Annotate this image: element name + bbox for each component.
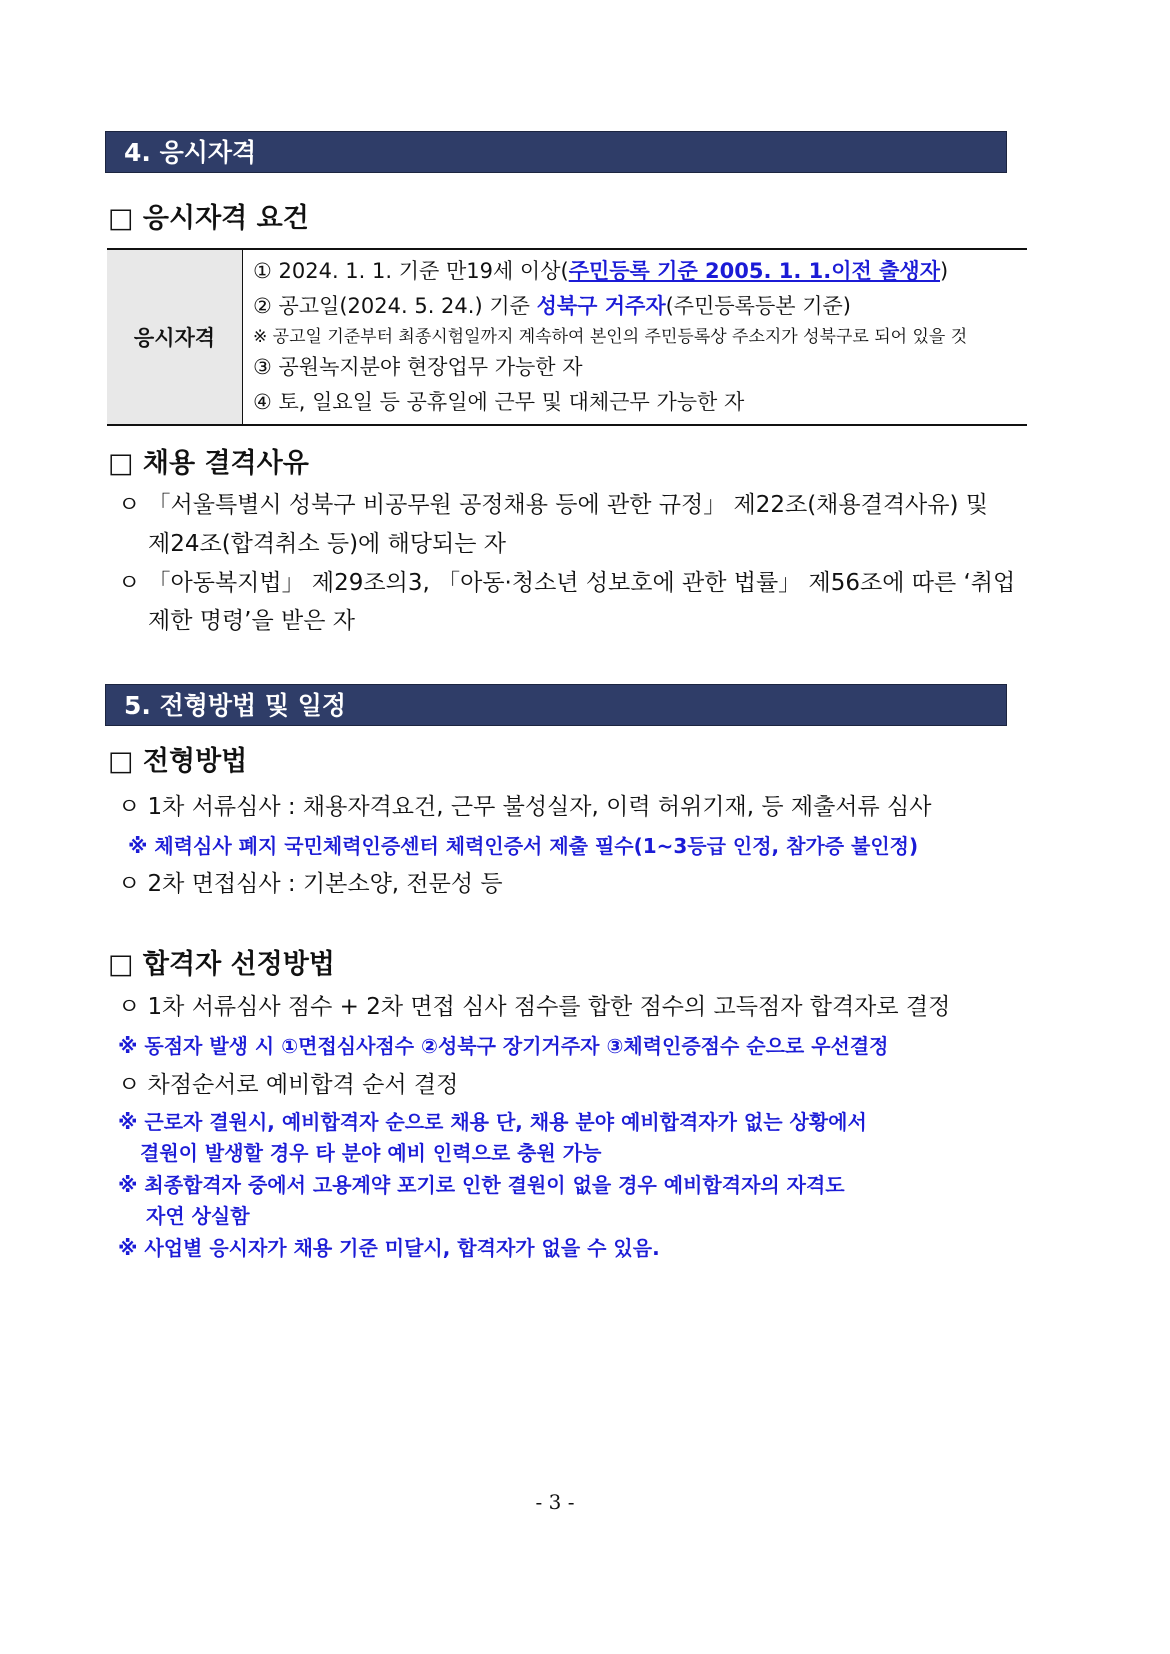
requirements-table	[107, 248, 1027, 426]
req-item-3: ③ 공원녹지분야 현장업무 가능한 자	[253, 355, 583, 379]
req-item-4: ④ 토, 일요일 등 공휴일에 근무 및 대체근무 가능한 자	[253, 390, 745, 414]
req-item-1	[253, 254, 1017, 289]
requirements-content	[243, 249, 1028, 425]
method-note: ※ 체력심사 폐지 국민체력인증센터 체력인증서 제출 필수(1~3등급 인정, 참가증 불인정)	[128, 834, 919, 858]
disq-line: 제24조(합격취소 등)에 해당되는 자	[148, 531, 506, 557]
page-number: - 3 -	[535, 1490, 575, 1514]
selection-note: 결원이 발생할 경우 타 분야 예비 인력으로 충원 가능	[140, 1141, 602, 1165]
method-heading: □ 전형방법	[108, 746, 248, 777]
selection-note: ※ 동점자 발생 시 ①면접심사점수 ②성북구 장기거주자 ③체력인증점수 순으로 우선결정	[118, 1034, 889, 1058]
req-item-2	[253, 289, 1017, 324]
selection-note: ※ 사업별 응시자가 채용 기준 미달시, 합격자가 없을 수 있음.	[118, 1236, 660, 1260]
emphasis-text: 주민등록 기준 2005. 1. 1.이전 출생자	[568, 259, 941, 283]
disq-line: ㅇ 「서울특별시 성북구 비공무원 공정채용 등에 관한 규정」 제22조(채용결격사유) 및	[118, 492, 988, 518]
selection-note: ※ 최종합격자 중에서 고용계약 포기로 인한 결원이 없을 경우 예비합격자의 자격도	[118, 1173, 845, 1197]
text: ① 2024. 1. 1. 기준 만19세 이상(	[253, 259, 569, 283]
selection-line: ㅇ 차점순서로 예비합격 순서 결정	[118, 1072, 459, 1098]
text: ② 공고일(2024. 5. 24.) 기준	[253, 294, 537, 318]
selection-note: 자연 상실함	[146, 1204, 250, 1228]
emphasis-text: 성북구 거주자	[536, 294, 666, 318]
requirements-label: 응시자격	[107, 249, 243, 425]
requirements-heading: □ 응시자격 요건	[108, 203, 309, 234]
req-item-2-note: ※ 공고일 기준부터 최종시험일까지 계속하여 본인의 주민등록상 주소지가 성북구로 되어 있을 것	[253, 327, 968, 347]
selection-line: ㅇ 1차 서류심사 점수 + 2차 면접 심사 점수를 합한 점수의 고득점자 합격자로 결정	[118, 994, 951, 1020]
text: (주민등록등본 기준)	[665, 294, 851, 318]
disq-line: 제한 명령’을 받은 자	[148, 608, 355, 634]
method-line: ㅇ 1차 서류심사 : 채용자격요건, 근무 불성실자, 이력 허위기재, 등 제출서류 심사	[118, 794, 932, 820]
section-4-header: 4. 응시자격	[105, 131, 1007, 173]
text: )	[940, 259, 949, 283]
selection-heading: □ 합격자 선정방법	[108, 949, 335, 980]
section-5-header: 5. 전형방법 및 일정	[105, 684, 1007, 726]
disq-line: ㅇ 「아동복지법」 제29조의3, 「아동·청소년 성보호에 관한 법률」 제56조에 따른 ‘취업	[118, 570, 1016, 596]
disqualification-heading: □ 채용 결격사유	[108, 448, 309, 479]
method-line: ㅇ 2차 면접심사 : 기본소양, 전문성 등	[118, 871, 503, 897]
selection-note: ※ 근로자 결원시, 예비합격자 순으로 채용 단, 채용 분야 예비합격자가 없는 상황에서	[118, 1110, 867, 1134]
